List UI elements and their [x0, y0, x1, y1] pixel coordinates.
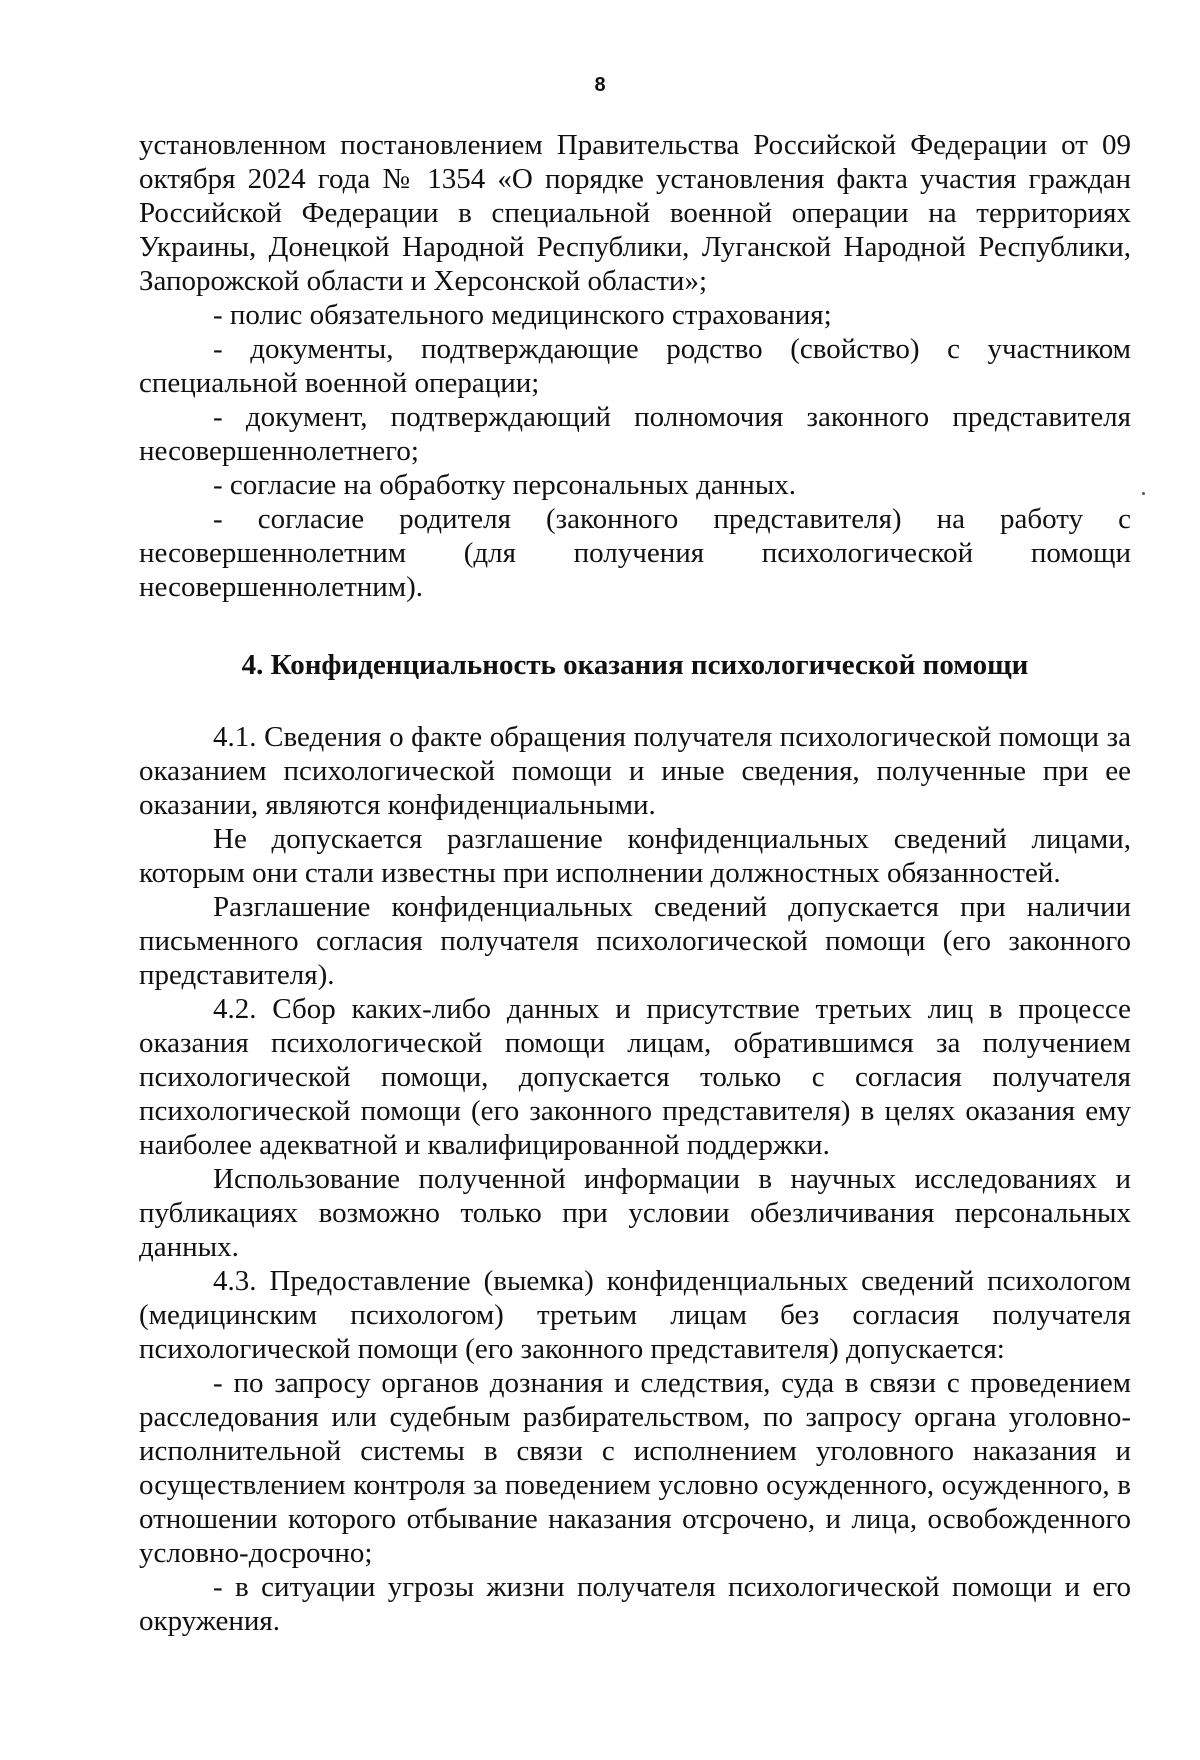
continuation-paragraph: установленном постановлением Правительства Российской Федерации от 09 октября 2024 года № 1354 «О порядке установления факта участия граждан Российской Федерации в специальной военной операции на территориях Украины, Донецкой Народной Республики, Луганской Народной Республики, Запорожской области и Херсонской области»;: [139, 129, 1131, 297]
list-item-insurance-policy: - полис обязательного медицинского страхования;: [213, 299, 832, 331]
document-body: [139, 128, 1131, 1638]
list-item-kinship-documents: - документы, подтверждающие родство (свойство) с участником специальной военной операции;: [139, 333, 1131, 399]
paragraph-4-3: 4.3. Предоставление (выемка) конфиденциальных сведений психологом (медицинским психологом) третьим лицам без согласия получателя психологической помощи (его законного представителя) допускается:: [139, 1265, 1131, 1365]
scan-speck: [1142, 492, 1145, 495]
paragraph-4-1: 4.1. Сведения о факте обращения получателя психологической помощи за оказанием психологической помощи и иные сведения, полученные при ее оказании, являются конфиденциальными.: [139, 721, 1131, 821]
paragraph-4-2: 4.2. Сбор каких-либо данных и присутствие третьих лиц в процессе оказания психологической помощи лицам, обратившимся за получением психологической помощи, допускается только с согласия получателя психологической помощи (его законного представителя) в целях оказания ему наиболее адекватной и квалифицированной поддержки.: [139, 993, 1131, 1161]
paragraph-disclosure-prohibited: Не допускается разглашение конфиденциальных сведений лицами, которым они стали известны при исполнении должностных обязанностей.: [139, 823, 1131, 889]
paragraph-disclosure-consent: Разглашение конфиденциальных сведений допускается при наличии письменного согласия получателя психологической помощи (его законного представителя).: [139, 891, 1131, 991]
section-heading: 4. Конфиденциальность оказания психологической помощи: [241, 649, 1029, 681]
list-item-data-consent: - согласие на обработку персональных данных.: [213, 469, 797, 501]
list-item-representative-document: - документ, подтверждающий полномочия законного представителя несовершеннолетнего;: [139, 401, 1131, 467]
list-item-investigation-request: - по запросу органов дознания и следствия, суда в связи с проведением расследования или судебным разбирательством, по запросу органа уголовно-исполнительной системы в связи с исполнением уголовного наказания и осуществлением контроля за поведением условно осужденного, осужденного, в отношении которого отбывание наказания отсрочено, и лица, освобожденного условно-досрочно;: [139, 1367, 1131, 1569]
list-item-life-threat: - в ситуации угрозы жизни получателя психологической помощи и его окружения.: [139, 1571, 1131, 1637]
page-number: 8: [594, 74, 606, 96]
list-item-parent-consent: - согласие родителя (законного представителя) на работу с несовершеннолетним (для получения психологической помощи несовершеннолетним).: [139, 503, 1131, 603]
paragraph-research-use: Использование полученной информации в научных исследованиях и публикациях возможно только при условии обезличивания персональных данных.: [139, 1163, 1131, 1263]
